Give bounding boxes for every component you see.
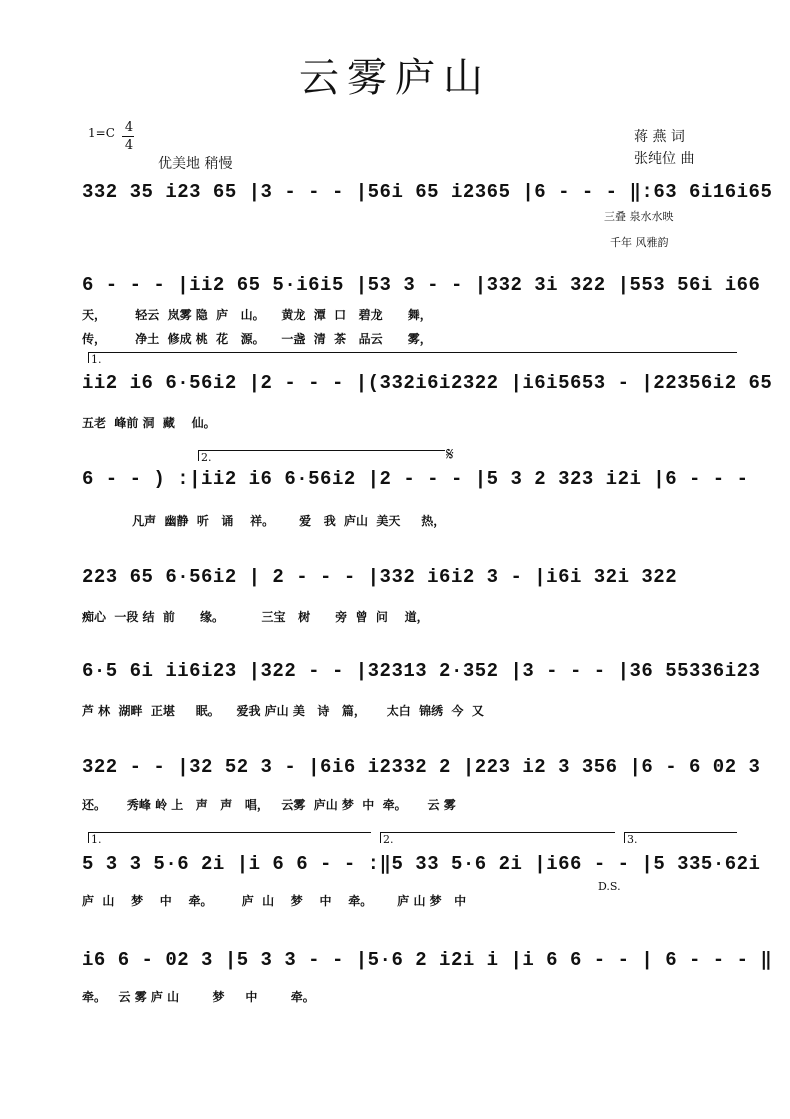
- notation-line: 6 - - ) :|ii2 i6 6·56i2 |2 - - - |5 3 2 323 i2i |6 - - -: [82, 468, 749, 490]
- segno-sign: 𝄋: [446, 444, 454, 465]
- composer-credit: 张纯位 曲: [634, 151, 695, 167]
- key-signature: 1=C: [88, 126, 115, 140]
- side-lyric-1: 三叠 泉水水映: [604, 210, 674, 223]
- lyric-verse-1: 凡声 幽静 听 诵 祥。 爱 我 庐山 美天 热，: [82, 514, 446, 528]
- lyric-verse-1: 芦 林 湖畔 正堪 眠。 爱我 庐山 美 诗 篇， 太白 锦绣 今 又: [82, 704, 484, 718]
- notation-line: 6·5 6i ii6i23 |322 - - |32313 2·352 |3 - - - |36 55336i23: [82, 660, 761, 682]
- lyric-verse-1: 天， 轻云 岚雾 隐 庐 山。 黄龙 潭 口 碧龙 舞，: [82, 308, 432, 322]
- volta-number: 1.: [91, 353, 102, 366]
- notation-line: 6 - - - |ii2 65 5·i6i5 |53 3 - - |332 3i 322 |553 56i i66: [82, 274, 761, 296]
- lyric-verse-1: 五老 峰前 洞 藏 仙。: [82, 416, 216, 430]
- volta-number: 2.: [201, 451, 212, 464]
- volta-number: 1.: [91, 833, 102, 846]
- volta-bracket-1: [88, 352, 737, 366]
- tempo-marking: 优美地 稍慢: [158, 156, 233, 172]
- lyric-verse-1: 痴心 一段 结 前 缘。 三宝 树 旁 曾 问 道，: [82, 610, 429, 624]
- song-title: 云雾庐山: [299, 55, 491, 101]
- lyric-verse-1: 牵。 云 雾 庐 山 梦 中 牵。: [82, 990, 315, 1004]
- volta-bracket-4: [380, 832, 615, 846]
- ds-marking: D.S.: [598, 880, 621, 893]
- lyric-verse-1: 庐 山 梦 中 牵。 庐 山 梦 中 牵。 庐 山 梦 中: [82, 894, 467, 908]
- notation-line: 223 65 6·56i2 | 2 - - - |332 i6i2 3 - |i6i 32i 322: [82, 566, 678, 588]
- lyric-verse-1: 还。 秀峰 岭 上 声 声 唱， 云雾 庐山 梦 中 牵。 云 雾: [82, 798, 456, 812]
- time-signature-top: 4: [124, 120, 134, 135]
- notation-line: i6 6 - 02 3 |5 3 3 - - |5·6 2 i2i i |i 6 6 - - | 6 - - - ‖: [82, 949, 773, 971]
- volta-number: 2.: [383, 833, 394, 846]
- volta-bracket-2: [198, 450, 445, 464]
- lyricist-credit: 蒋 燕 词: [634, 129, 685, 145]
- time-signature-divider: [122, 136, 134, 137]
- volta-bracket-5: [624, 832, 737, 846]
- notation-line: 322 - - |32 52 3 - |6i6 i2332 2 |223 i2 3 356 |6 - 6 02 3: [82, 756, 761, 778]
- notation-line: 332 35 i23 65 |3 - - - |56i 65 i2365 |6 - - - ‖:63 6i16i65: [82, 181, 773, 203]
- volta-number: 3.: [627, 833, 638, 846]
- notation-line: 5 3 3 5·6 2i |i 6 6 - - :‖5 33 5·6 2i |i66 - - |5 335·62i: [82, 853, 761, 875]
- time-signature-bottom: 4: [124, 138, 134, 153]
- lyric-verse-2: 传， 净土 修成 桃 花 源。 一盏 清 茶 品云 雾，: [82, 332, 432, 346]
- volta-bracket-3: [88, 832, 371, 846]
- notation-line: ii2 i6 6·56i2 |2 - - - |(332i6i2322 |i6i5653 - |22356i2 65: [82, 372, 773, 394]
- side-lyric-2: 千年 风雅韵: [610, 236, 669, 249]
